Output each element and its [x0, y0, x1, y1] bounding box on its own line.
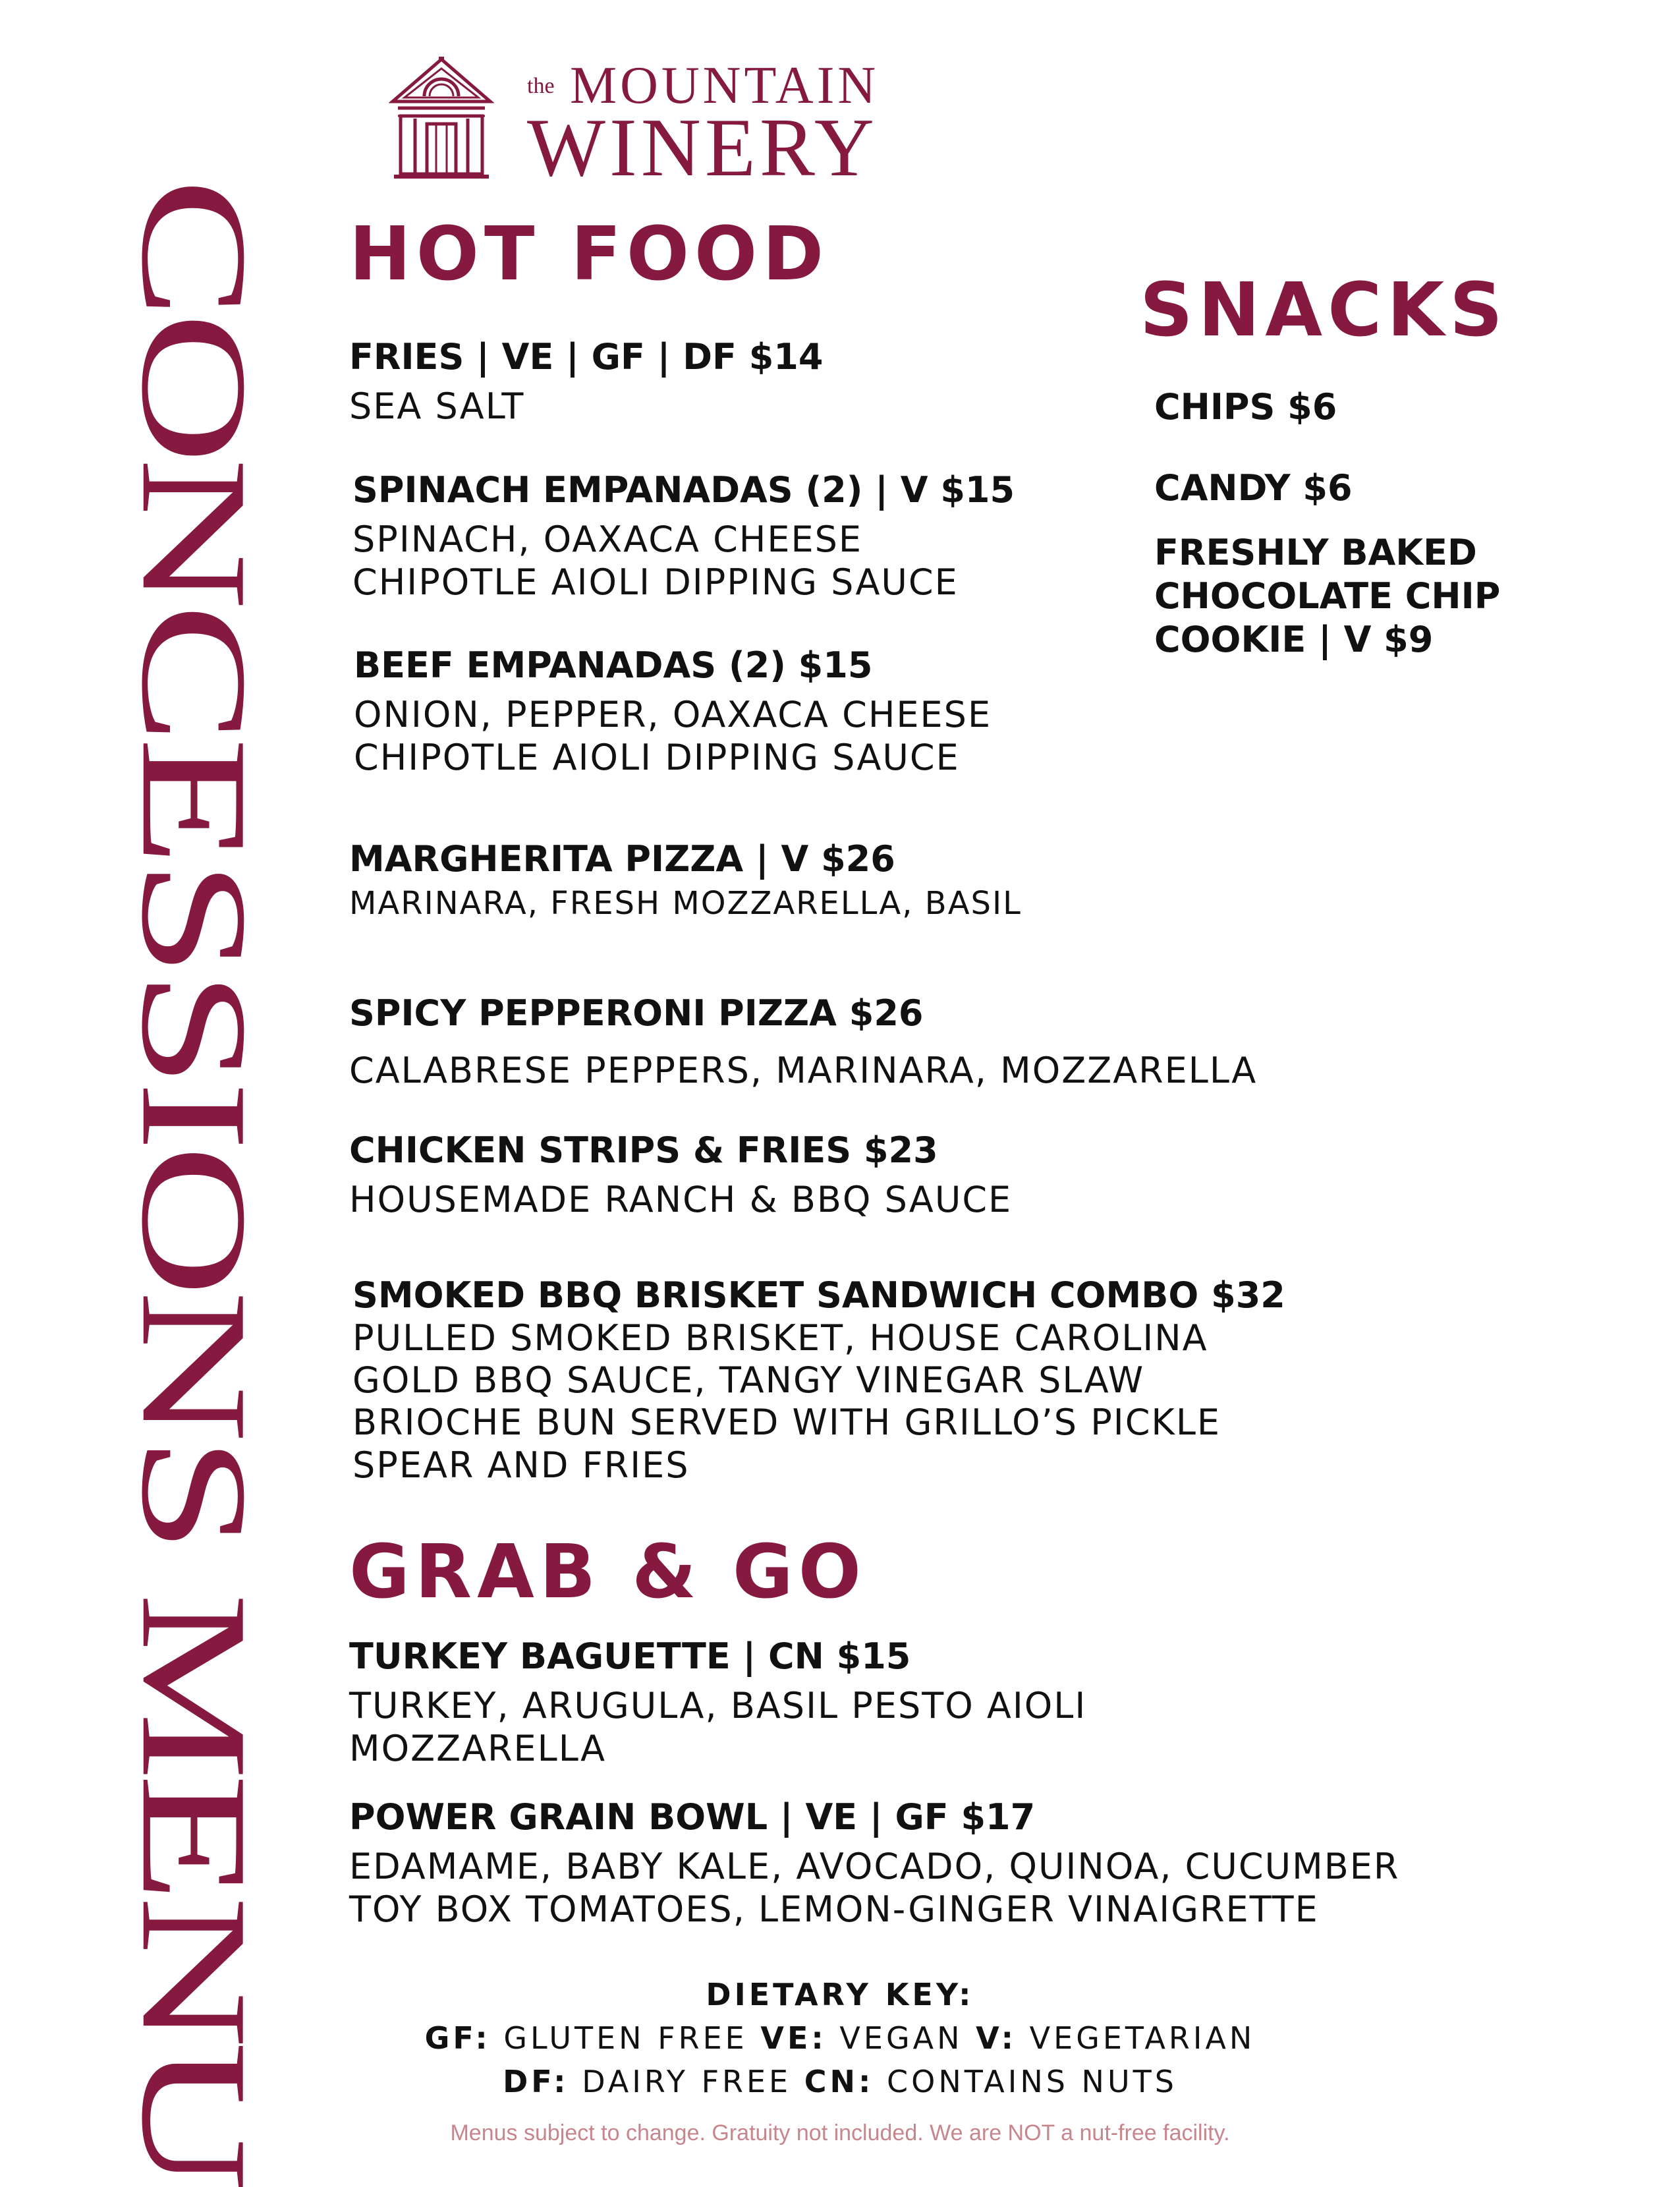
snack-line: CANDY $6	[1154, 467, 1353, 509]
dietary-code: V:	[976, 2020, 1017, 2056]
dietary-label: DAIRY FREE	[582, 2064, 792, 2099]
description-line: HOUSEMADE RANCH & BBQ SAUCE	[349, 1178, 1013, 1220]
menu-item-power-grain-bowl	[349, 1796, 1399, 1931]
item-name: TURKEY BAGUETTE | CN $15	[349, 1635, 911, 1677]
menu-item-margherita-pizza	[349, 838, 1022, 923]
snack-line: COOKIE | V $9	[1154, 618, 1434, 660]
item-name: SPINACH EMPANADAS (2) | V $15	[352, 469, 1015, 511]
dietary-label: CONTAINS NUTS	[887, 2064, 1177, 2099]
snack-item-cookie	[1154, 531, 1500, 662]
description-line: SEA SALT	[349, 385, 525, 427]
item-description	[349, 1050, 1257, 1093]
description-line: BRIOCHE BUN SERVED WITH GRILLO’S PICKLE	[352, 1402, 1221, 1444]
description-line: CALABRESE PEPPERS, MARINARA, MOZZARELLA	[349, 1049, 1258, 1091]
dietary-code: VE:	[760, 2020, 827, 2056]
description-line: PULLED SMOKED BRISKET, HOUSE CAROLINA	[352, 1317, 1208, 1359]
description-line: CHIPOTLE AIOLI DIPPING SAUCE	[352, 561, 959, 603]
description-line: SPEAR AND FRIES	[352, 1444, 690, 1486]
item-description	[352, 519, 1015, 604]
item-name: SMOKED BBQ BRISKET SANDWICH COMBO $32	[352, 1274, 1285, 1316]
menu-item-spicy-pepperoni-pizza	[349, 992, 1257, 1093]
dietary-code: DF:	[503, 2064, 569, 2099]
dietary-key	[0, 1977, 1680, 2107]
description-line: TOY BOX TOMATOES, LEMON-GINGER VINAIGRETTE	[349, 1888, 1319, 1930]
item-name: CHICKEN STRIPS & FRIES $23	[349, 1129, 938, 1171]
menu-item-chicken-strips	[349, 1129, 1012, 1222]
item-description	[354, 694, 992, 780]
item-name: MARGHERITA PIZZA | V $26	[349, 838, 895, 880]
menu-item-beef-empanadas	[354, 644, 992, 779]
dietary-label: GLUTEN FREE	[503, 2020, 748, 2056]
menu-item-turkey-baguette	[349, 1635, 1086, 1770]
logo-the: the	[527, 74, 555, 98]
description-line: MARINARA, FRESH MOZZARELLA, BASIL	[349, 884, 1022, 922]
description-line: ONION, PEPPER, OAXACA CHEESE	[354, 693, 992, 735]
item-description	[349, 1846, 1399, 1931]
item-description	[352, 1317, 1285, 1487]
item-description	[349, 885, 1022, 923]
snacks-heading: SNACKS	[1140, 268, 1508, 353]
winery-logo	[389, 55, 909, 194]
grab-and-go-heading: GRAB & GO	[349, 1529, 867, 1615]
item-description	[349, 1179, 1012, 1222]
description-line: MOZZARELLA	[349, 1727, 607, 1769]
logo-winery: WINERY	[527, 102, 878, 194]
description-line: CHIPOTLE AIOLI DIPPING SAUCE	[354, 736, 960, 778]
snack-item-chips	[1154, 385, 1337, 429]
menu-item-spinach-empanadas	[352, 469, 1015, 604]
dietary-label: VEGETARIAN	[1029, 2020, 1256, 2056]
item-name: SPICY PEPPERONI PIZZA $26	[349, 992, 924, 1034]
logo-mountain: MOUNTAIN	[570, 57, 880, 115]
description-line: GOLD BBQ SAUCE, TANGY VINEGAR SLAW	[352, 1359, 1145, 1402]
dietary-code: CN:	[804, 2064, 874, 2099]
item-description	[349, 1685, 1086, 1771]
winery-building-icon	[389, 55, 494, 179]
item-description	[349, 385, 823, 428]
item-name: BEEF EMPANADAS (2) $15	[354, 644, 873, 686]
snack-item-candy	[1154, 467, 1353, 510]
description-line: EDAMAME, BABY KALE, AVOCADO, QUINOA, CUCUMBER	[349, 1845, 1400, 1887]
vertical-menu-title: CONCESSIONS MENU	[110, 178, 279, 2187]
dietary-key-heading: DIETARY KEY:	[706, 1977, 974, 2012]
dietary-label: VEGAN	[839, 2020, 963, 2056]
description-line: SPINACH, OAXACA CHEESE	[352, 518, 863, 560]
hot-food-heading: HOT FOOD	[349, 212, 829, 297]
snack-line: FRESHLY BAKED	[1154, 532, 1477, 573]
menu-item-fries	[349, 336, 823, 428]
dietary-key-line-2	[0, 2064, 1680, 2099]
dietary-code: GF:	[424, 2020, 491, 2056]
disclaimer: Menus subject to change. Gratuity not included. We are NOT a nut-free facility.	[450, 2120, 1230, 2145]
menu-item-bbq-brisket-combo	[352, 1274, 1285, 1487]
item-name: FRIES | VE | GF | DF $14	[349, 336, 824, 378]
dietary-key-line-1	[0, 2020, 1680, 2056]
snack-line: CHIPS $6	[1154, 386, 1337, 428]
snack-line: CHOCOLATE CHIP	[1154, 575, 1501, 617]
description-line: TURKEY, ARUGULA, BASIL PESTO AIOLI	[349, 1684, 1087, 1726]
item-name: POWER GRAIN BOWL | VE | GF $17	[349, 1796, 1036, 1838]
